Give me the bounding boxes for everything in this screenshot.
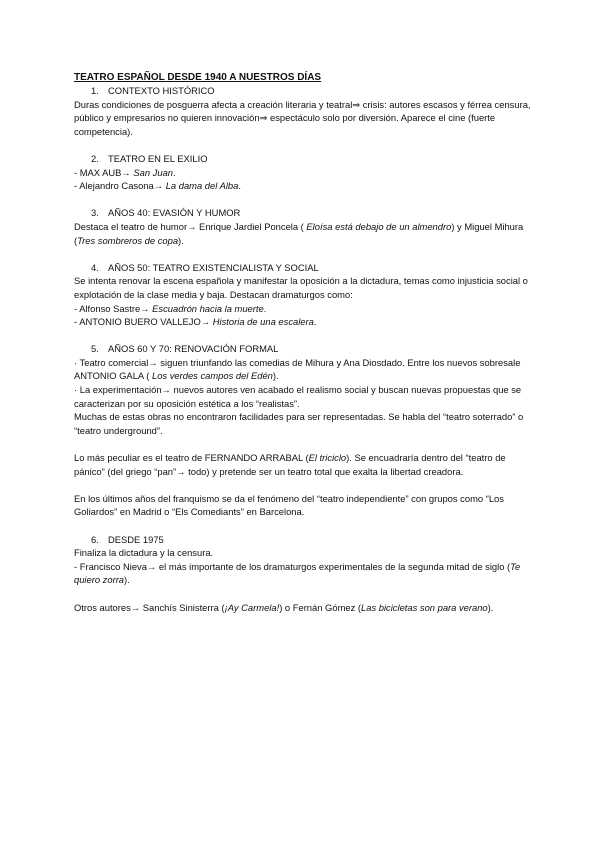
- paragraph-context: Duras condiciones de posguerra afecta a creación literaria y teatral⇒ crisis: autores escasos y férrea censura, público y empresarios no quieren innovación⇒ espectáculo solo por diversión. Aparece el cine (fuerte competencia).: [74, 98, 531, 137]
- section-number: 3.: [91, 207, 99, 219]
- section-number: 5.: [91, 343, 99, 355]
- paragraph-humor: Destaca el teatro de humor→ Enrique Jardiel Poncela ( Eloísa está debajo de un almendro) y Miguel Mihura (Tres sombreros de copa).: [74, 220, 524, 246]
- document-page: [74, 72, 534, 614]
- section-heading-3: [74, 206, 534, 220]
- section-number: 4.: [91, 261, 99, 273]
- section-number: 2.: [91, 152, 99, 164]
- document-title: TEATRO ESPAÑOL DESDE 1940 A NUESTROS DÍAS: [74, 72, 322, 83]
- section-heading-1: [74, 84, 534, 98]
- section-title: AÑOS 60 Y 70: RENOVACIÓN FORMAL: [108, 343, 279, 355]
- paragraph-experimentation: · La experimentación→ nuevos autores ven acabado el realismo social y buscan nuevas propuestas que se caracterizan por su oposición estética a los “realistas”.: [74, 384, 522, 409]
- section-number: 1.: [91, 85, 99, 96]
- paragraph-underground: Muchas de estas obras no encontraron facilidades para ser representadas. Se habla del “teatro soterrado” o “teatro underground”.: [74, 411, 524, 436]
- paragraph-arrabal: Lo más peculiar es el teatro de FERNANDO ARRABAL (El triciclo). Se encuadraría dentro del “teatro de pánico” (del griego “pan”→ todo) y pretende ser un teatro total que exalta la libertad creadora.: [74, 452, 506, 477]
- section-title: TEATRO EN EL EXILIO: [108, 152, 208, 164]
- paragraph-commercial: · Teatro comercial→ siguen triunfando las comedias de Mihura y Ana Diosdado. Entre los nuevos sobresale ANTONIO GALA ( Los verdes campos del Edén).: [74, 356, 521, 382]
- list-item-sastre: - Alfonso Sastre→ Escuadrón hacia la muerte.: [74, 302, 267, 314]
- list-item-nieva: - Francisco Nieva→ el más importante de los dramaturgos experimentales de la segunda mitad de siglo (Te quiero zorra).: [74, 560, 521, 586]
- paragraph-existential: Se intenta renovar la escena española y manifestar la oposición a la dictadura, temas como injusticia social o explotación de la clase media y baja. Destacan dramaturgos como:: [74, 275, 528, 300]
- section-title: AÑOS 50: TEATRO EXISTENCIALISTA Y SOCIAL: [108, 261, 319, 273]
- section-heading-2: [74, 152, 534, 166]
- section-title: CONTEXTO HISTÓRICO: [108, 85, 215, 96]
- section-heading-6: [74, 533, 534, 547]
- section-heading-4: [74, 261, 534, 275]
- paragraph-other-authors: Otros autores→ Sanchís Sinisterra (¡Ay Carmela!) o Fernán Gómez (Las bicicletas son para verano).: [74, 601, 494, 613]
- list-item-max-aub: - MAX AUB→ San Juan.: [74, 166, 176, 178]
- section-number: 6.: [91, 533, 99, 545]
- section-heading-5: [74, 342, 534, 356]
- list-item-casona: - Alejandro Casona→ La dama del Alba.: [74, 180, 241, 192]
- list-item-buero-vallejo: - ANTONIO BUERO VALLEJO→ Historia de una escalera.: [74, 316, 317, 328]
- section-title: AÑOS 40: EVASIÓN Y HUMOR: [108, 207, 241, 219]
- paragraph-end-dictatorship: Finaliza la dictadura y la censura.: [74, 547, 214, 559]
- section-title: DESDE 1975: [108, 533, 164, 545]
- paragraph-independent: En los últimos años del franquismo se da el fenómeno del “teatro independiente” con grupos como “Los Goliardos” en Madrid o “Els Comediants” en Barcelona.: [74, 492, 504, 518]
